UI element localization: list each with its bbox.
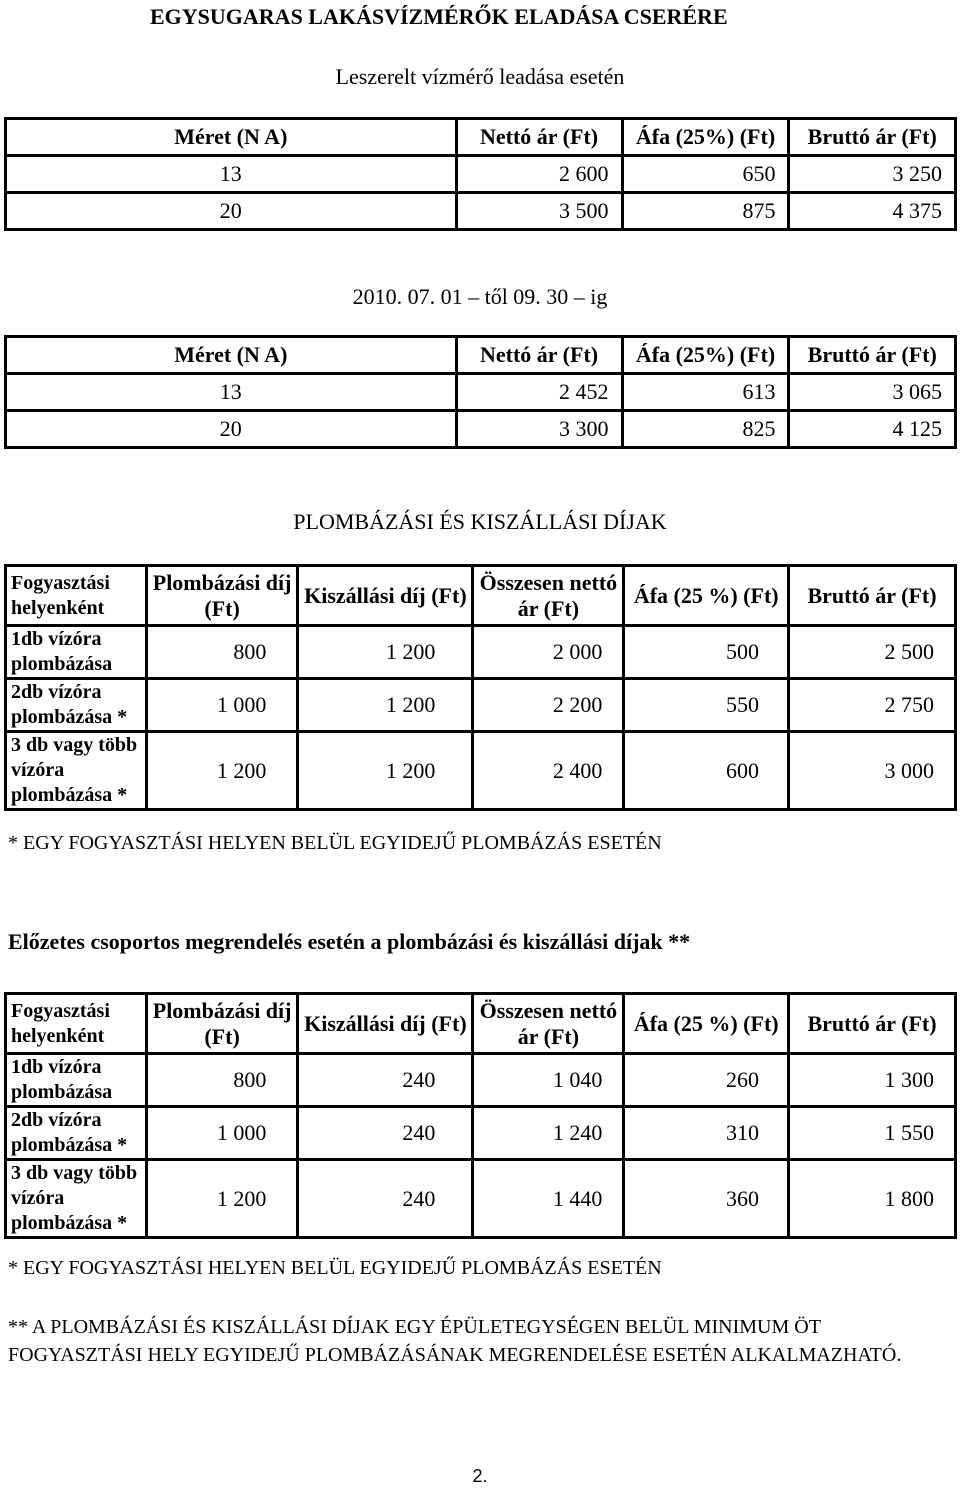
cell-sealing-fee: 1 200: [146, 732, 297, 810]
cell-net: 3 500: [456, 193, 622, 230]
header-size: Méret (N A): [6, 119, 457, 156]
table-row: [6, 679, 956, 732]
cell-delivery-fee: 1 200: [298, 732, 473, 810]
cell-vat: 650: [622, 156, 789, 193]
group-order-title: Előzetes csoportos megrendelés esetén a plombázási és kiszállási díjak **: [8, 929, 691, 954]
cell-vat: 550: [624, 679, 789, 732]
cell-total-net: 1 040: [473, 1054, 624, 1107]
validity-period: 2010. 07. 01 – től 09. 30 – ig: [352, 284, 608, 309]
row-label: 2db vízóra plombázása *: [6, 679, 147, 732]
cell-size: 13: [6, 374, 457, 411]
cell-net: 2 600: [456, 156, 622, 193]
cell-gross: 3 000: [789, 732, 956, 810]
table-header-row: [6, 994, 956, 1054]
header-net: Nettó ár (Ft): [456, 119, 622, 156]
cell-vat: 310: [624, 1107, 789, 1160]
table-row: [6, 626, 956, 679]
table-row: [6, 1160, 956, 1238]
header-per-site: Fogyasztási helyenként: [6, 566, 147, 626]
cell-total-net: 2 000: [473, 626, 624, 679]
table-row: [6, 411, 956, 448]
header-vat: Áfa (25 %) (Ft): [624, 994, 789, 1054]
table-row: [6, 1054, 956, 1107]
cell-delivery-fee: 1 200: [298, 679, 473, 732]
header-gross: Bruttó ár (Ft): [789, 994, 956, 1054]
header-total-net: Összesen nettó ár (Ft): [473, 566, 624, 626]
cell-vat: 360: [624, 1160, 789, 1238]
price-table-1: [4, 117, 957, 231]
price-table-2: [4, 335, 957, 449]
cell-total-net: 2 200: [473, 679, 624, 732]
cell-vat: 613: [622, 374, 789, 411]
header-vat: Áfa (25%) (Ft): [622, 337, 789, 374]
header-per-site: Fogyasztási helyenként: [6, 994, 147, 1054]
header-sealing-fee: Plombázási díj (Ft): [146, 566, 297, 626]
table-row: [6, 732, 956, 810]
page-number: 2.: [472, 1466, 488, 1486]
cell-delivery-fee: 240: [298, 1107, 473, 1160]
cell-sealing-fee: 1 000: [146, 1107, 297, 1160]
row-label: 2db vízóra plombázása *: [6, 1107, 147, 1160]
fee-table-2: [4, 992, 957, 1239]
table-row: [6, 193, 956, 230]
header-delivery-fee: Kiszállási díj (Ft): [298, 994, 473, 1054]
cell-vat: 600: [624, 732, 789, 810]
cell-gross: 3 250: [789, 156, 956, 193]
document-title: EGYSUGARAS LAKÁSVÍZMÉRŐK ELADÁSA CSERÉRE: [150, 4, 728, 29]
cell-gross: 4 375: [789, 193, 956, 230]
header-delivery-fee: Kiszállási díj (Ft): [298, 566, 473, 626]
row-label: 1db vízóra plombázása: [6, 626, 147, 679]
cell-net: 3 300: [456, 411, 622, 448]
cell-total-net: 1 440: [473, 1160, 624, 1238]
cell-gross: 4 125: [789, 411, 956, 448]
cell-vat: 500: [624, 626, 789, 679]
cell-total-net: 2 400: [473, 732, 624, 810]
section-title: PLOMBÁZÁSI ÉS KISZÁLLÁSI DÍJAK: [293, 509, 667, 534]
header-total-net: Összesen nettó ár (Ft): [473, 994, 624, 1054]
footnote-simultaneous-2: * EGY FOGYASZTÁSI HELYEN BELÜL EGYIDEJŰ PLOMBÁZÁS ESETÉN: [8, 1257, 662, 1279]
cell-gross: 1 550: [789, 1107, 956, 1160]
header-gross: Bruttó ár (Ft): [789, 337, 956, 374]
cell-size: 13: [6, 156, 457, 193]
header-size: Méret (N A): [6, 337, 457, 374]
table-row: [6, 374, 956, 411]
footnote-simultaneous: * EGY FOGYASZTÁSI HELYEN BELÜL EGYIDEJŰ PLOMBÁZÁS ESETÉN: [8, 832, 662, 854]
cell-delivery-fee: 1 200: [298, 626, 473, 679]
cell-vat: 875: [622, 193, 789, 230]
cell-gross: 2 750: [789, 679, 956, 732]
subtitle: Leszerelt vízmérő leadása esetén: [335, 64, 625, 89]
cell-gross: 1 300: [789, 1054, 956, 1107]
cell-gross: 2 500: [789, 626, 956, 679]
header-net: Nettó ár (Ft): [456, 337, 622, 374]
cell-sealing-fee: 800: [146, 1054, 297, 1107]
row-label: 1db vízóra plombázása: [6, 1054, 147, 1107]
cell-vat: 825: [622, 411, 789, 448]
header-vat: Áfa (25 %) (Ft): [624, 566, 789, 626]
row-label: 3 db vagy több vízóra plombázása *: [6, 1160, 147, 1238]
header-gross: Bruttó ár (Ft): [789, 566, 956, 626]
cell-sealing-fee: 1 000: [146, 679, 297, 732]
footnote-minimum-five: ** A PLOMBÁZÁSI ÉS KISZÁLLÁSI DÍJAK EGY ÉPÜLETEGYSÉGEN BELÜL MINIMUM ÖT FOGYASZTÁSI HELY EGYIDEJŰ PLOMBÁZÁSÁNAK MEGRENDELÉSE ESETÉN ALKALMAZHATÓ.: [8, 1316, 902, 1366]
fee-table-1: [4, 564, 957, 811]
cell-delivery-fee: 240: [298, 1160, 473, 1238]
row-label: 3 db vagy több vízóra plombázása *: [6, 732, 147, 810]
header-vat: Áfa (25%) (Ft): [622, 119, 789, 156]
table-header-row: [6, 566, 956, 626]
cell-sealing-fee: 1 200: [146, 1160, 297, 1238]
cell-gross: 1 800: [789, 1160, 956, 1238]
cell-sealing-fee: 800: [146, 626, 297, 679]
table-row: [6, 156, 956, 193]
cell-gross: 3 065: [789, 374, 956, 411]
cell-size: 20: [6, 193, 457, 230]
table-header-row: [6, 119, 956, 156]
cell-vat: 260: [624, 1054, 789, 1107]
table-row: [6, 1107, 956, 1160]
header-gross: Bruttó ár (Ft): [789, 119, 956, 156]
cell-net: 2 452: [456, 374, 622, 411]
cell-total-net: 1 240: [473, 1107, 624, 1160]
header-sealing-fee: Plombázási díj (Ft): [146, 994, 297, 1054]
cell-size: 20: [6, 411, 457, 448]
table-header-row: [6, 337, 956, 374]
cell-delivery-fee: 240: [298, 1054, 473, 1107]
